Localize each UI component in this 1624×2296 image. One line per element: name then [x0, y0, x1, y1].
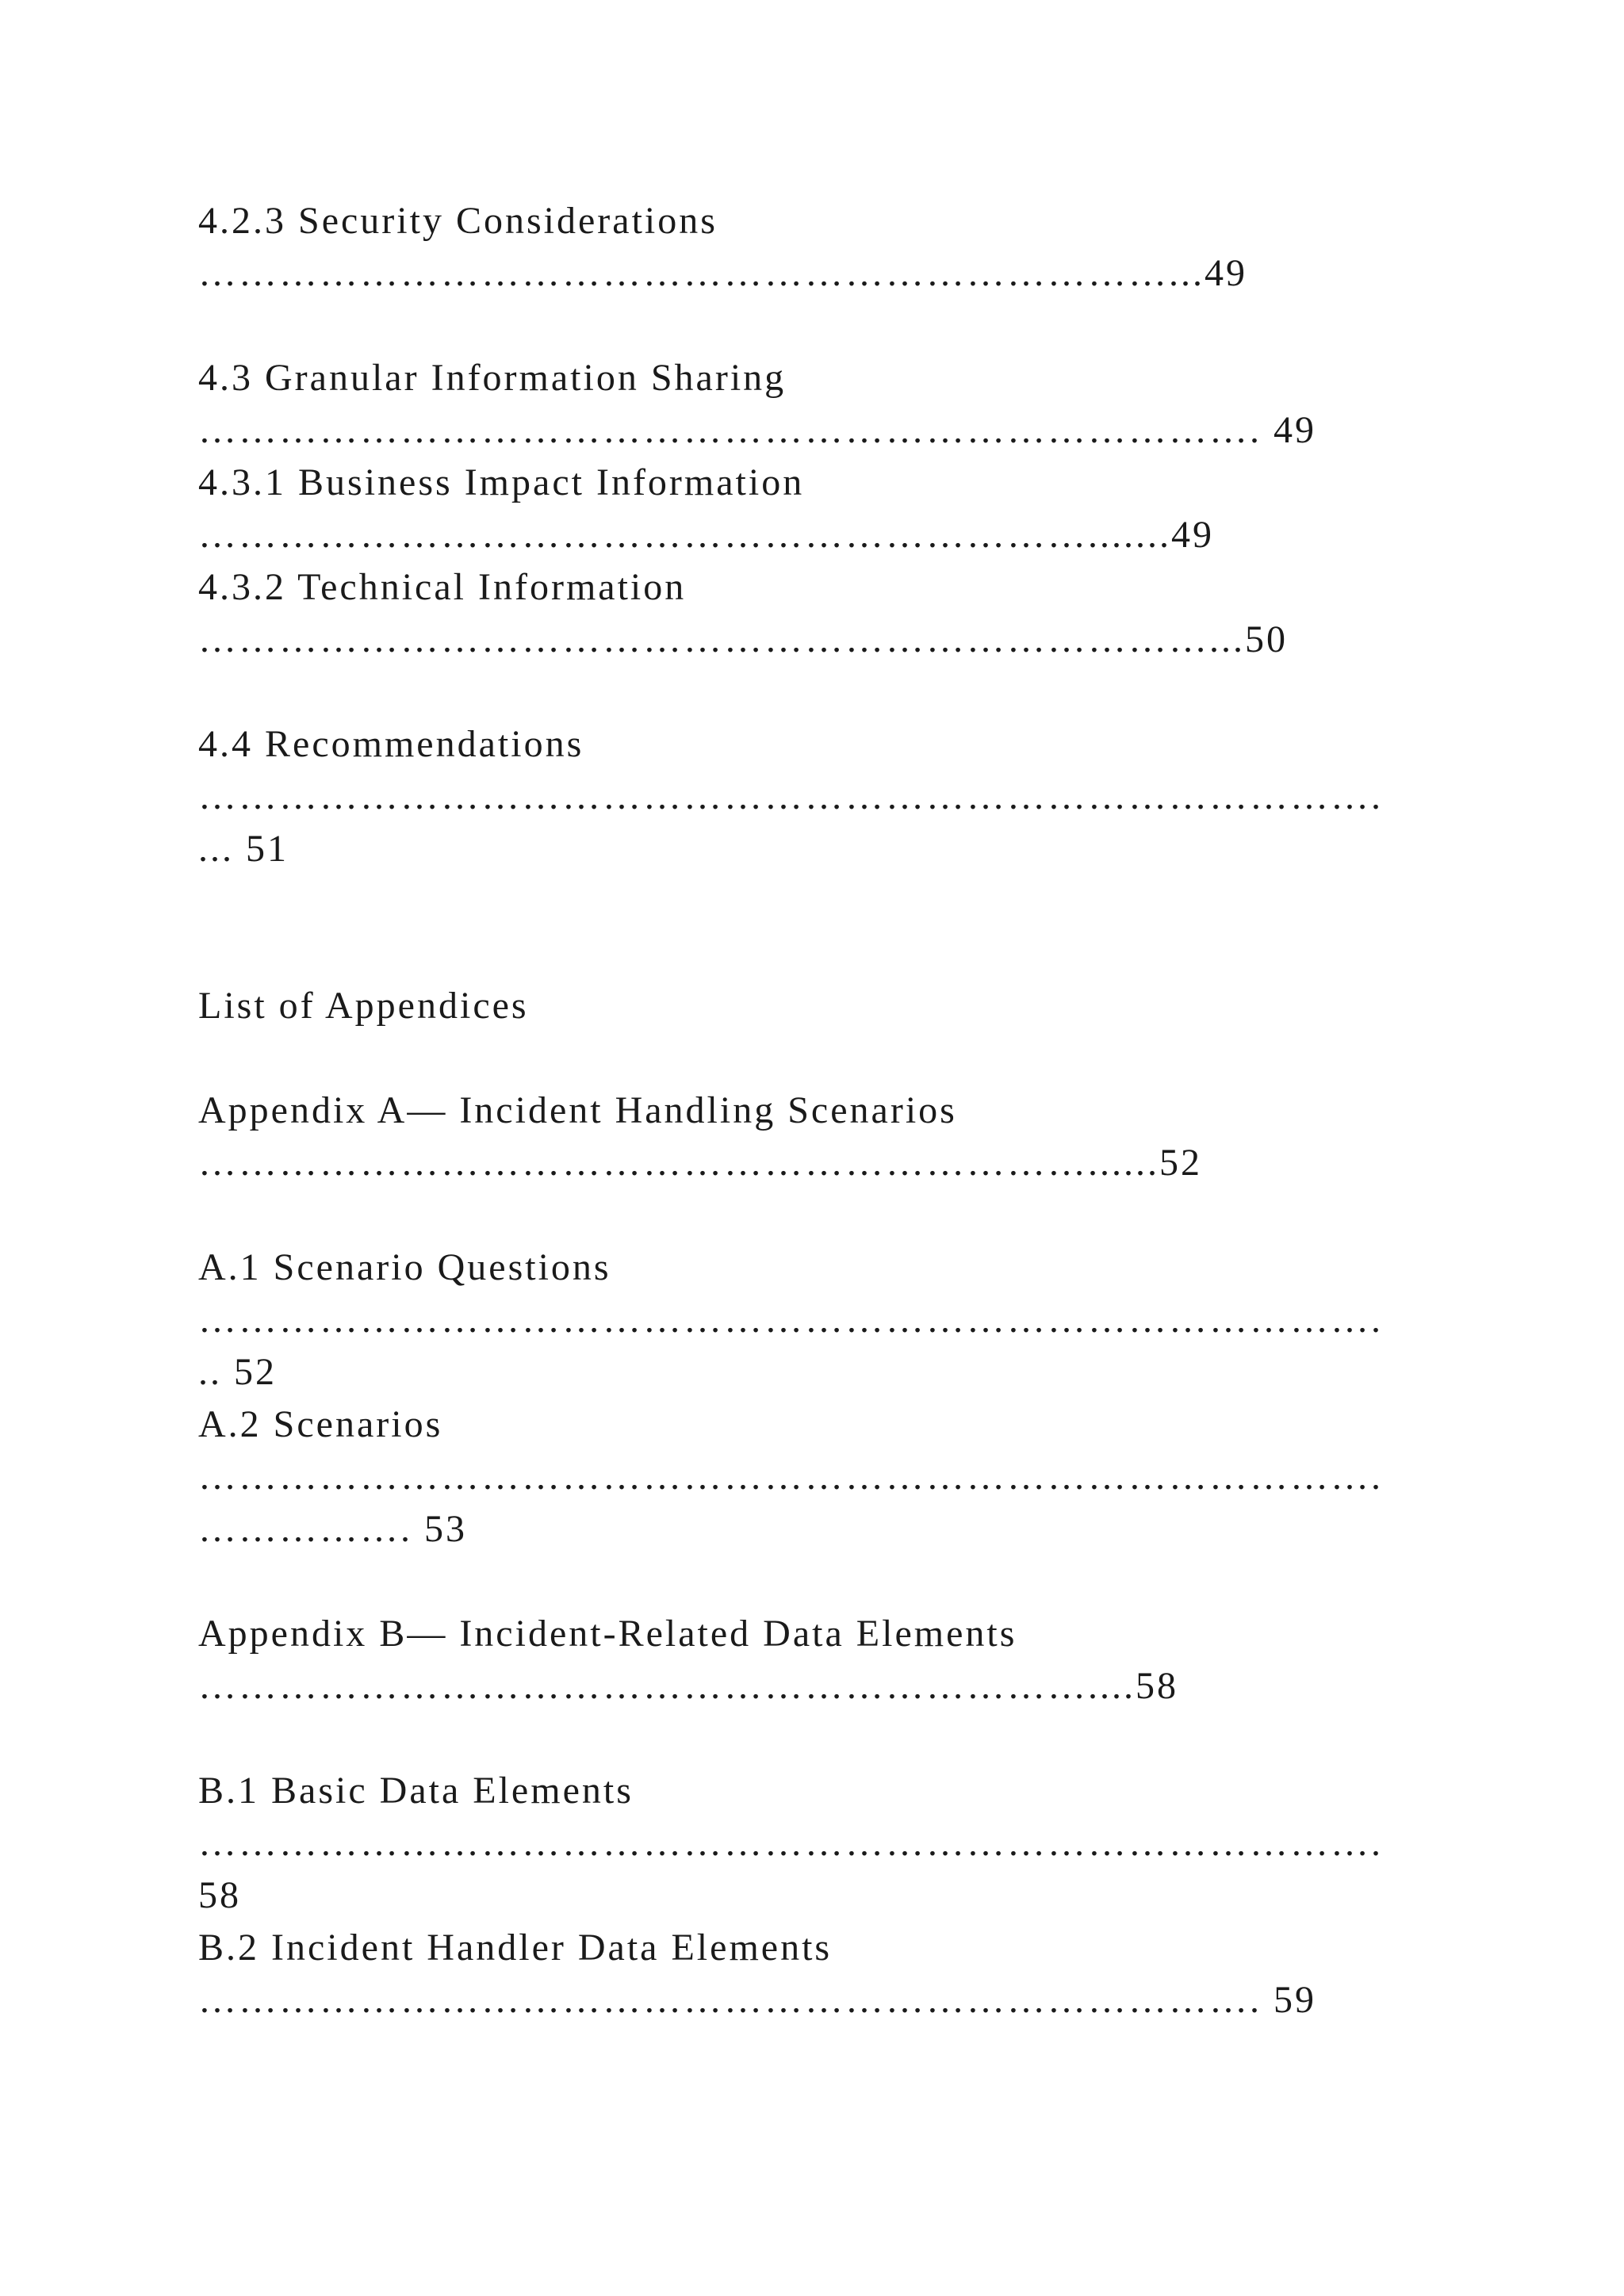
toc-entry-title: Appendix B— Incident-Related Data Elements — [198, 1613, 1017, 1655]
toc-entry-leader-continued: ... 51 — [198, 828, 289, 870]
toc-entry-title: A.1 Scenario Questions — [198, 1246, 611, 1288]
toc-entry-leader: …………………………………………………………………...50 — [198, 618, 1288, 660]
toc-entry-leader-continued: .. 52 — [198, 1351, 277, 1393]
toc-entry-leader: ……………………………………………………………………………. — [198, 1822, 1383, 1864]
toc-entry-title: A.2 Scenarios — [198, 1403, 443, 1445]
toc-entry-title: 4.3.2 Technical Information — [198, 566, 687, 608]
toc-entry-leader: …………………………………………………………....58 — [198, 1665, 1178, 1707]
toc-entry-title: 4.2.3 Security Considerations — [198, 200, 718, 242]
toc-entry-leader: ……………………………………………………………………. 59 — [198, 1979, 1316, 2021]
toc-entry-leader: ……………………………………………………………………. 49 — [198, 409, 1316, 451]
toc-entry-leader-continued: 58 — [198, 1874, 241, 1916]
toc-entry-leader: ………………………………………………………….......49 — [198, 514, 1214, 556]
toc-entry-leader: ……………………………………………………………………………. — [198, 1456, 1383, 1498]
toc-entry-title: B.2 Incident Handler Data Elements — [198, 1927, 833, 1969]
toc-entry-leader: …………………………………………………………......52 — [198, 1142, 1202, 1184]
toc-entry-leader: ……………………………………………………………………………. — [198, 1299, 1383, 1341]
toc-entry-title: 4.3.1 Business Impact Information — [198, 461, 805, 503]
toc-entry-title: Appendix A— Incident Handling Scenarios — [198, 1089, 957, 1131]
section-heading: List of Appendices — [198, 985, 529, 1027]
toc-entry-title: 4.4 Recommendations — [198, 723, 584, 765]
toc-entry-leader-continued: ……………. 53 — [198, 1508, 467, 1550]
toc-entry-leader: ………………………………………………………………...49 — [198, 252, 1247, 294]
toc-entry-leader: ……………………………………………………………………………. — [198, 775, 1383, 817]
toc-entry-title: 4.3 Granular Information Sharing — [198, 357, 787, 399]
toc-entry-title: B.1 Basic Data Elements — [198, 1770, 634, 1812]
